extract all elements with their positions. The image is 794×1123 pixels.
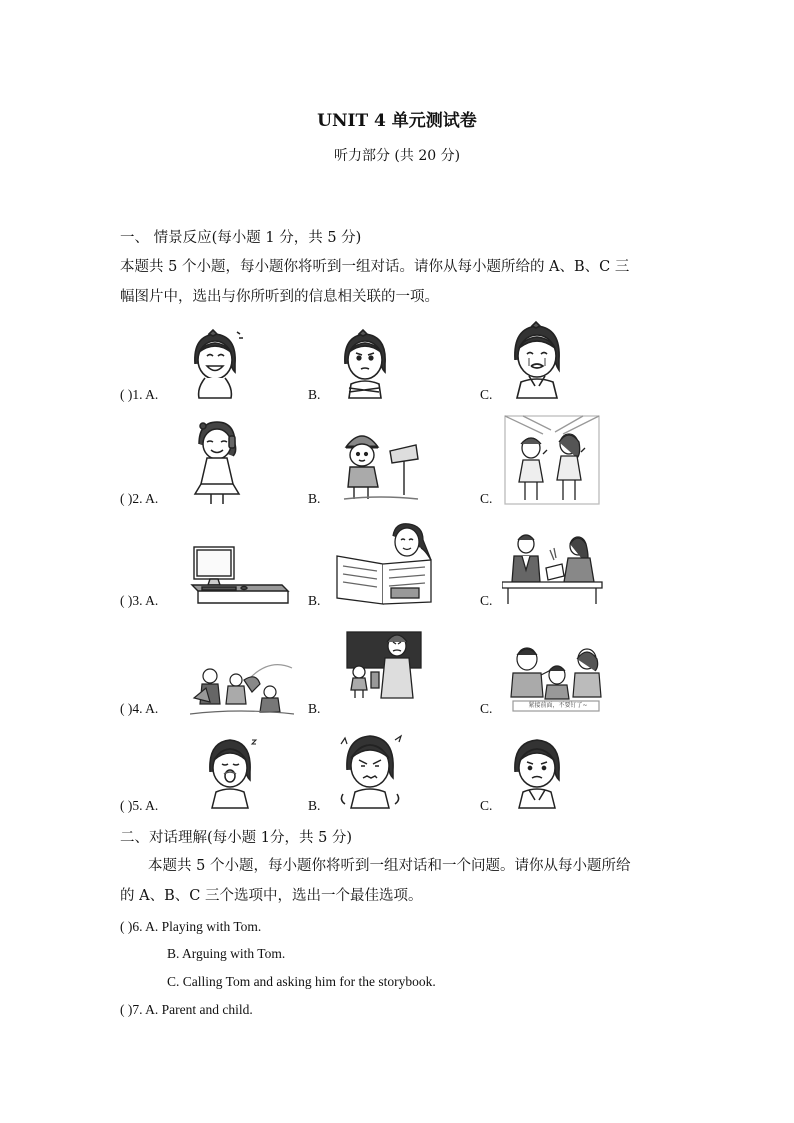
- woman-reading-newspaper-picture: [333, 520, 438, 606]
- question-6-option-a: ( )6. A. Playing with Tom.: [120, 919, 262, 934]
- question-5-label: ( )5. A.: [120, 798, 159, 813]
- question-2-option-b: B.: [308, 491, 321, 506]
- question-4-option-b: B.: [308, 701, 321, 716]
- question-2-label: ( )2. A.: [120, 491, 159, 506]
- girl-angry-picture: [335, 728, 405, 810]
- section2-instructions-line1: 本题共 5 个小题，每小题你将听到一组对话和一个问题。请你从每小题所给: [148, 858, 631, 874]
- question-3-option-c: C.: [480, 593, 493, 608]
- family-camping-picture: [190, 658, 295, 716]
- question-3-label: ( )3. A.: [120, 593, 159, 608]
- section1-heading: 一、 情景反应(每小题 1 分，共 5 分): [120, 230, 362, 246]
- girl-arms-crossed-picture: [335, 328, 395, 400]
- speech-bubble-text: 紧接前面，不要钉了~: [528, 702, 588, 709]
- two-girls-singing-picture: [503, 414, 601, 506]
- girl-yawning-picture: [200, 734, 262, 810]
- question-5-option-b: B.: [308, 798, 321, 813]
- question-2-option-c: C.: [480, 491, 493, 506]
- section2-instructions-line2: 的 A、B、C 三个选项中，选出一个最佳选项。: [120, 888, 423, 904]
- question-1-option-c: C.: [480, 387, 493, 402]
- question-7-option-a: ( )7. A. Parent and child.: [120, 1002, 253, 1017]
- question-1-option-b: B.: [308, 387, 321, 402]
- girl-sad-picture: [505, 734, 569, 810]
- girl-laughing-picture: [185, 328, 245, 400]
- question-6-option-b: B. Arguing with Tom.: [167, 946, 286, 961]
- page-title: UNIT 4 单元测试卷: [317, 111, 477, 131]
- girl-crying-picture: [505, 320, 570, 400]
- section1-instructions-line2: 幅图片中，选出与你所听到的信息相关联的一项。: [120, 289, 439, 305]
- question-3-option-b: B.: [308, 593, 321, 608]
- girl-with-mailbox-picture: [340, 425, 422, 503]
- page-subtitle: 听力部分 (共 20 分): [333, 148, 461, 164]
- question-5-option-c: C.: [480, 798, 493, 813]
- man-and-woman-at-desk-picture: [502, 530, 604, 606]
- question-1-label: ( )1. A.: [120, 387, 159, 402]
- question-6-option-c: C. Calling Tom and asking him for the storybook.: [167, 974, 436, 989]
- question-4-label: ( )4. A.: [120, 701, 159, 716]
- computer-on-desk-picture: [190, 543, 290, 605]
- section1-instructions-line1: 本题共 5 个小题，每小题你将听到一组对话。请你从每小题所给的 A、B、C 三: [120, 259, 630, 275]
- section2-heading: 二、对话理解(每小题 1分，共 5 分): [120, 830, 353, 846]
- teacher-and-boy-at-blackboard-picture: [345, 628, 423, 700]
- question-4-option-c: C.: [480, 701, 493, 716]
- girl-on-phone-picture: [185, 418, 250, 506]
